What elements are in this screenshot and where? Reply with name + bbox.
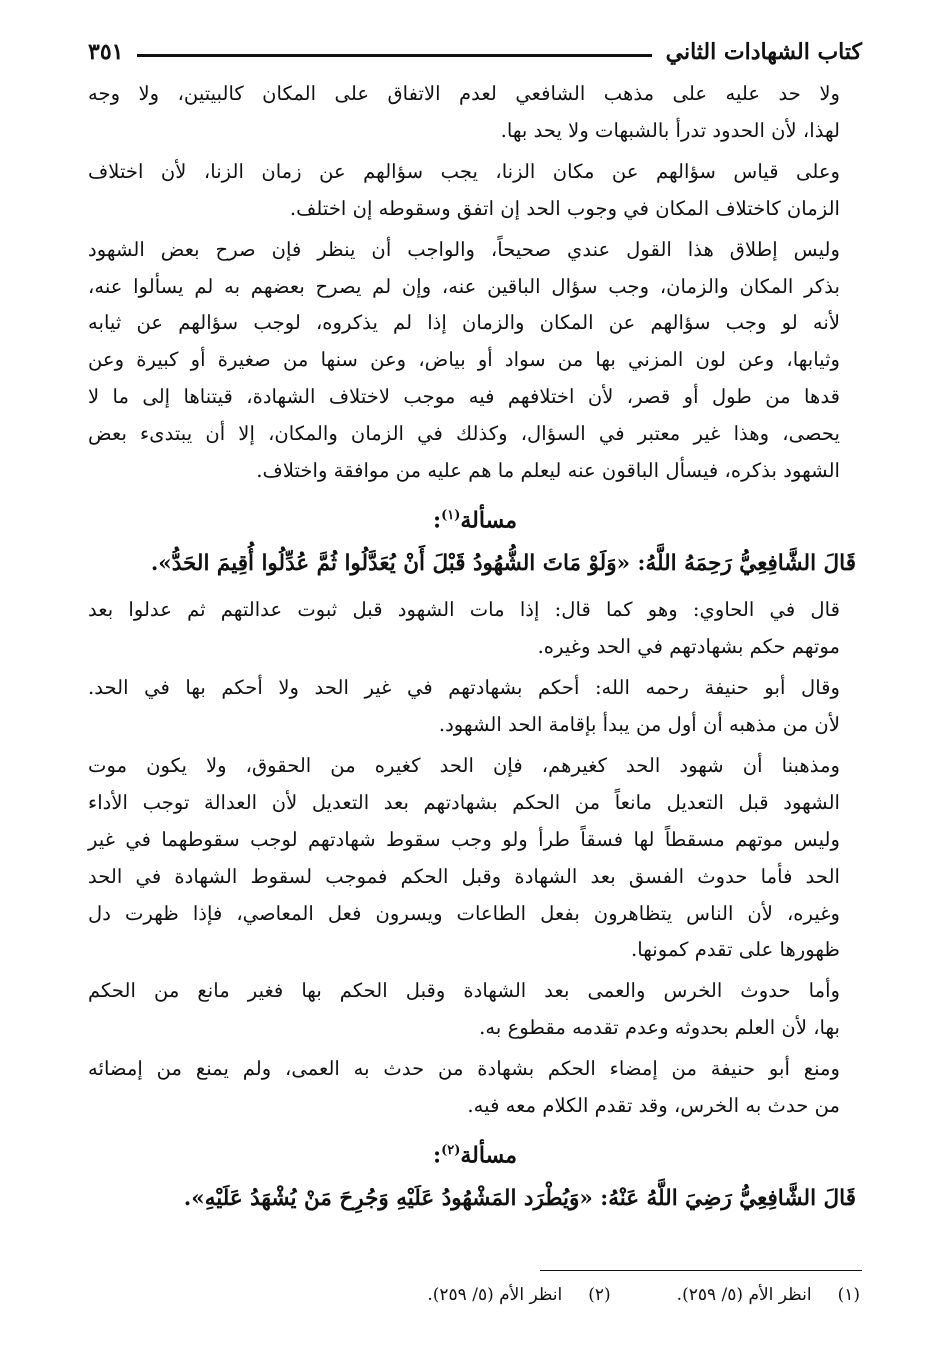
footnote-text: انظر الأم (٥/ ٢٥٩). (427, 1285, 563, 1305)
section-heading-text: مسألة (460, 507, 518, 534)
running-head (88, 30, 862, 74)
footnote-number: (٢) (588, 1285, 611, 1305)
footnote-rule (540, 1270, 862, 1271)
footnote-ref: (٢) (441, 1142, 461, 1158)
paragraph (88, 748, 862, 969)
text-line: قال في الحاوي: وهو كما قال: إذا مات الشهود قبل ثبوت عدالتهم ثم عدلوا بعد (88, 598, 840, 622)
section-heading (88, 1131, 862, 1175)
text-line: وثيابها، وعن لون المزني بها من سواد أو بياض، وعن سنها من صغيرة أو كبيرة وعن (88, 348, 840, 372)
text-line: لهذا، لأن الحدود تدرأ بالشبهات ولا يحد بها. (500, 118, 840, 142)
footnote-ref: (١) (441, 507, 461, 523)
text-line: بها، لأن العلم بحدوثه وعدم تقدمه مقطوع به. (479, 1016, 840, 1040)
text-line: الشهود بذكره، فيسأل الباقون عنه ليعلم ما هم عليه من موافقة واختلاف. (256, 459, 840, 483)
text-line: ولا حد عليه على مذهب الشافعي لعدم الاتفاق على المكان كالبيتين، ولا وجه (88, 82, 840, 105)
text-line: وليس إطلاق هذا القول عندي صحيحاً، والواجب أن ينظر فإن صرح بعض الشهود (88, 237, 840, 261)
text-line: الحد فأما حدوث الفسق بعد الشهادة وقبل الحكم فموجب لسقوط الشهادة في الحد (88, 864, 840, 888)
page-number: ٣٥١ (88, 39, 124, 65)
text-line: لأن من مذهبه أن أول من يبدأ بإقامة الحد الشهود. (438, 713, 840, 737)
text-line: وعلى قياس سؤالهم عن مكان الزنا، يجب سؤالهم عن زمان الزنا، لأن اختلاف (88, 159, 840, 183)
paragraph (88, 232, 862, 490)
text-line: ومذهبنا أن شهود الحد كغيرهم، فإن الحد كغيره من الحقوق، ولا يكون موت (88, 753, 840, 777)
book-page (88, 30, 862, 1227)
text-line: من حدث به الخرس، وقد تقدم الكلام معه فيه. (467, 1094, 840, 1118)
text-line: وقال أبو حنيفة رحمه الله: أحكم بشهادتهم في غير الحد ولا أحكم بها في الحد. (88, 676, 840, 700)
text-line: وغيره، لأن الناس يتظاهرون بفعل الطاعات ويسرون فعل المعاصي، فإذا ظهرت دل (88, 901, 840, 925)
text-line: الشهود قبل التعديل مانعاً من الحكم بشهادتهم بعد التعديل لأن العدالة توجب الأداء (88, 790, 840, 814)
footnote-line (88, 1285, 862, 1305)
text-line: ومنع أبو حنيفة من إمضاء الحكم بشهادة من حدث به العمى، ولم يمنع من إمضائه (88, 1057, 840, 1081)
paragraph (88, 1051, 862, 1125)
footnote-item (427, 1285, 610, 1305)
text-line: وأما حدوث الخرس والعمى بعد الشهادة وقبل الحكم بها فغير مانع من الحكم (88, 979, 840, 1003)
text-line: ظهورها على تقدم كمونها. (631, 938, 840, 962)
section-quote: قَالَ الشَّافِعِيُّ رَضِيَ اللَّهُ عَنْهُ: «وَيُطْرَد المَشْهُودُ عَلَيْهِ وَجُرِحَ مَنْ يُشْهَدُ عَلَيْهِ». (183, 1186, 856, 1212)
footnotes (88, 1270, 862, 1305)
footnote-text: انظر الأم (٥/ ٢٥٩). (676, 1285, 812, 1305)
text-line: يحصى، وهذا غير معتبر في السؤال، وكذلك في الزمان والمكان، إلا أن يبتدىء بعض (88, 422, 840, 446)
section-heading-text: مسألة (460, 1142, 518, 1169)
text-line: الزمان كاختلاف المكان في وجوب الحد إن اتفق وسقوطه إن اختلف. (289, 196, 840, 220)
section-heading-colon: : (432, 507, 442, 534)
paragraph (88, 592, 862, 666)
paragraph (88, 670, 862, 744)
footnote-item (677, 1285, 860, 1305)
running-head-rule (137, 54, 651, 57)
text-line: بذكر المكان والزمان، وجب سؤال الباقين عنه، وإن لم يصرح بعضهم به لم يسألوا عنه، (88, 274, 840, 298)
paragraph (88, 154, 862, 228)
paragraph (88, 76, 862, 150)
footnote-number: (١) (837, 1285, 860, 1305)
text-line: وليس موتهم مسقطاً لها فسقاً طرأ ولو وجب سقوط شهادتهم لوجب سقوطهما في غير (88, 827, 840, 851)
section-heading-colon: : (432, 1142, 442, 1169)
section-heading (88, 496, 862, 540)
text-line: قدها من طول أو قصر، لأن اختلافهم فيه موجب لاختلاف الشهادة، قيتناها إلى ما لا (88, 385, 840, 409)
paragraph (88, 973, 862, 1047)
section-quote: قَالَ الشَّافِعِيُّ رَحِمَهُ اللَّهُ: «وَلَوْ مَاتَ الشُّهُودُ قَبْلَ أَنْ يُعَدَّلُوا ثُمَّ عُدِّلُوا أُقِيمَ الحَدُّ». (150, 551, 856, 577)
text-line: لأنه لو وجب سؤالهم عن المكان والزمان إذا لم يذكروه، لوجب سؤالهم عن ثيابه (88, 311, 840, 335)
running-head-title: كتاب الشهادات الثاني (665, 39, 862, 65)
text-line: موتهم حكم بشهادتهم في الحد وغيره. (537, 635, 840, 659)
